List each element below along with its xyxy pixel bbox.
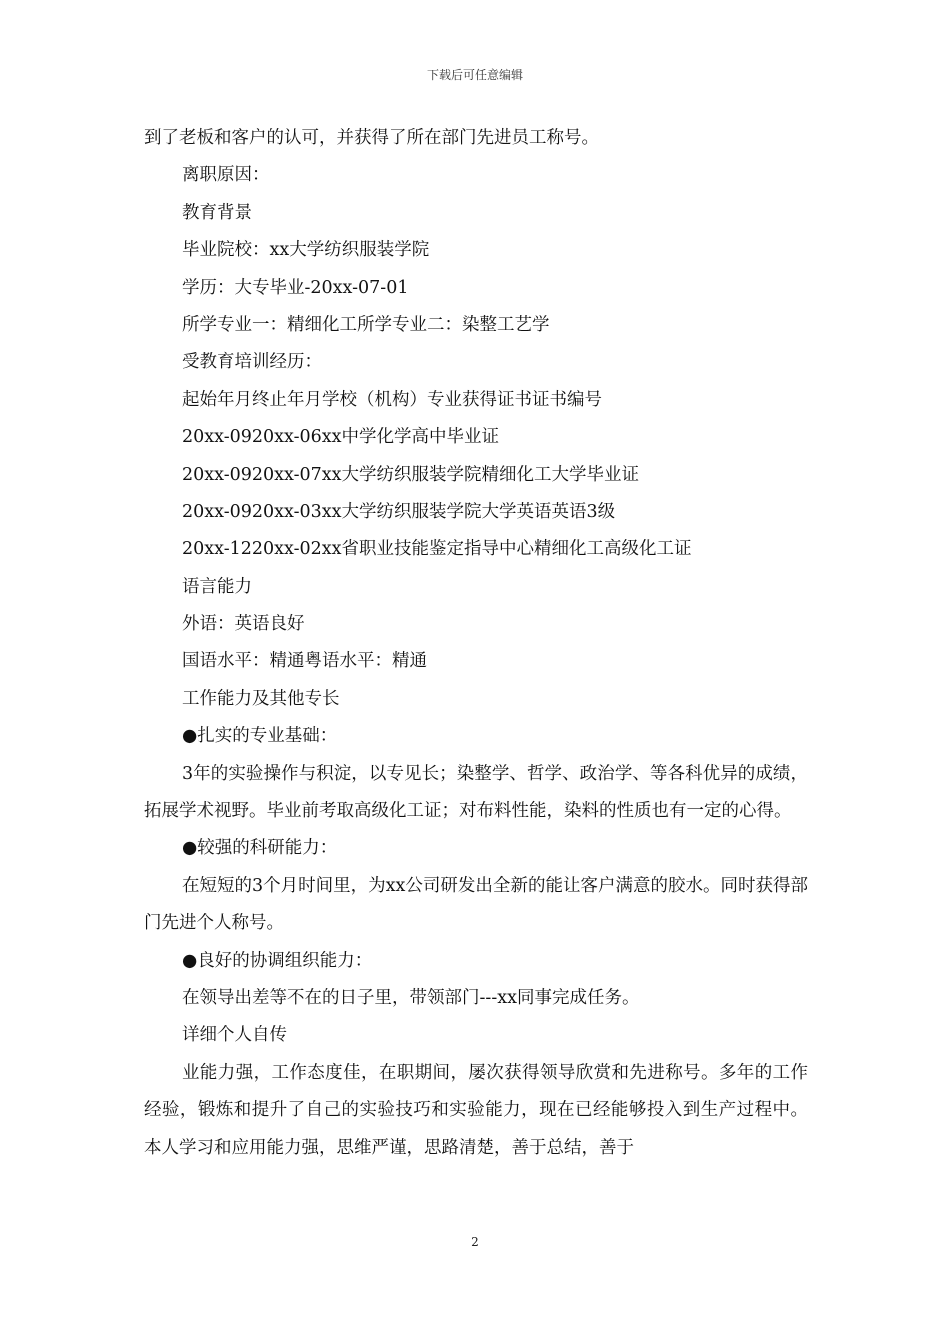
- text-paragraph: 3年的实验操作与积淀，以专见长；染整学、哲学、政治学、等各科优异的成绩，拓展学术视野。毕业前考取高级化工证；对布料性能，染料的性质也有一定的心得。: [144, 763, 808, 822]
- section-heading: 详细个人自传: [182, 1025, 287, 1046]
- text-line: 毕业院校：xx大学纺织服装学院: [182, 240, 430, 261]
- text-paragraph: 业能力强，工作态度佳，在职期间，屡次获得领导欣赏和先进称号。多年的工作经验，锻炼和提升了自己的实验技巧和实验能力，现在已经能够投入到生产过程中。本人学习和应用能力强，思维严谨，思路清楚，善于总结，善于: [144, 1062, 808, 1158]
- bullet-heading: ●良好的协调组织能力：: [182, 950, 373, 971]
- text-line: 20xx-1220xx-02xx省职业技能鉴定指导中心精细化工高级化工证: [182, 539, 692, 560]
- text-paragraph: 在短短的3个月时间里，为xx公司研发出全新的能让客户满意的胶水。同时获得部门先进个人称号。: [144, 875, 808, 934]
- bullet-heading: ●较强的科研能力：: [182, 838, 338, 859]
- text-line: 20xx-0920xx-03xx大学纺织服装学院大学英语英语3级: [182, 501, 616, 522]
- page-header: 下载后可任意编辑: [426, 68, 523, 82]
- text-line: 20xx-0920xx-07xx大学纺织服装学院精细化工大学毕业证: [182, 464, 639, 485]
- text-line: 国语水平：精通粤语水平：精通: [182, 651, 427, 672]
- text-line: 在领导出差等不在的日子里，带领部门---xx同事完成任务。: [182, 988, 640, 1009]
- text-line: 所学专业一：精细化工所学专业二：染整工艺学: [182, 314, 550, 335]
- text-line: 离职原因：: [182, 165, 270, 186]
- page-number: 2: [471, 1235, 479, 1249]
- section-heading: 工作能力及其他专长: [182, 688, 340, 709]
- text-line: 受教育培训经历：: [182, 352, 322, 373]
- text-line: 学历：大专毕业-20xx-07-01: [182, 277, 409, 298]
- text-line: 到了老板和客户的认可，并获得了所在部门先进员工称号。: [144, 128, 599, 148]
- text-line: 起始年月终止年月学校（机构）专业获得证书证书编号: [182, 389, 602, 410]
- document-body: [144, 120, 808, 1167]
- section-heading: 教育背景: [182, 202, 252, 223]
- text-line: 外语：英语良好: [182, 614, 305, 635]
- section-heading: 语言能力: [182, 576, 252, 597]
- text-line: 20xx-0920xx-06xx中学化学高中毕业证: [182, 427, 499, 448]
- bullet-heading: ●扎实的专业基础：: [182, 726, 338, 747]
